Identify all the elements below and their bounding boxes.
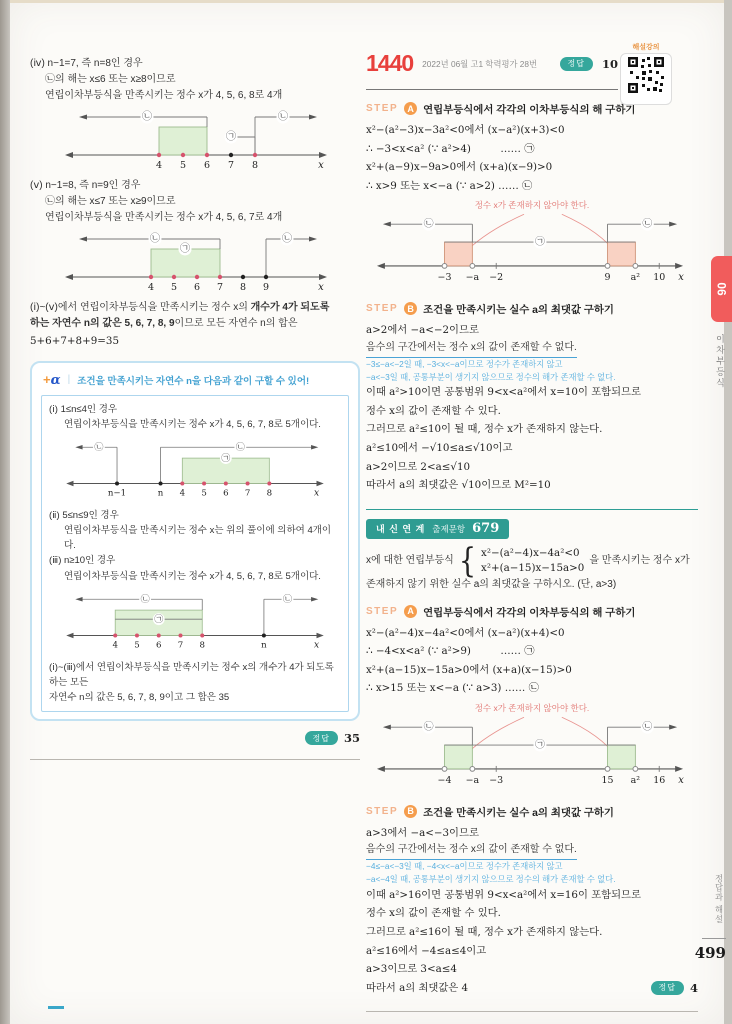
step-b-header: [366, 301, 698, 316]
figure-block: [366, 199, 698, 290]
math-line: x²−(a²−3)x−3a²<0에서 (x−a²)(x+3)<0: [366, 124, 565, 136]
bracket-glyph: ㉠: [534, 739, 545, 751]
bracket-glyph: ㉡: [150, 233, 160, 245]
tick-label: 8: [266, 488, 273, 499]
solution-line: 연립이차부등식을 만족시키는 정수 x가 4, 5, 6, 7, 8로 5개이다.: [64, 570, 321, 582]
problem-text: x에 대한 연립부등식: [366, 555, 454, 567]
math-line: x²+(a−9)x−9a>0에서 (x+a)(x−9)>0: [366, 161, 553, 174]
number-line-figure-alpha-i: [49, 435, 341, 503]
plus-alpha-header: [41, 370, 349, 395]
tick-label: 9: [604, 271, 611, 283]
bracket-glyph: ㉡: [423, 721, 434, 733]
margin-note: −3≤−a<−2일 때, −3<x<−a이므로 정수가 존재하지 않고: [366, 358, 563, 369]
chapter-title-vertical: 이차부등식: [715, 334, 725, 389]
figure-annotation: 정수 x가 존재하지 않아야 한다.: [474, 200, 590, 211]
tick-label: 4: [179, 488, 186, 499]
tick-label: 6: [223, 488, 229, 499]
math-line: 정수 x의 값이 존재할 수 있다.: [366, 404, 501, 417]
plus-alpha-title: 조건을 만족시키는 자연수 n을 다음과 같이 구할 수 있어!: [77, 375, 310, 387]
tick-label: 4: [147, 282, 155, 293]
lecture-label: 해설강의: [632, 44, 660, 51]
math-line: a²≤16에서 −4≤a≤4이고: [366, 944, 487, 957]
tick-label: −2: [489, 271, 504, 283]
math-line: x²+(a−15)x−15a>0: [481, 562, 585, 575]
tick-label: a²: [630, 271, 641, 283]
tick-label: 6: [193, 282, 201, 293]
axis-label: x: [313, 640, 320, 651]
left-column: [30, 56, 360, 760]
solution-line: 연립이차부등식을 만족시키는 정수 x가 4, 5, 6, 7로 4개: [45, 212, 283, 223]
excluded-region-box: [445, 745, 473, 769]
qr-code: [620, 53, 672, 105]
case-v-heading: (ⅴ) n−1=8, 즉 n=9인 경우: [30, 180, 141, 191]
tick-label: 16: [653, 774, 666, 786]
excluded-region-box: [608, 745, 636, 769]
tick-label: −a: [465, 271, 480, 283]
plus-alpha-content: [41, 395, 349, 713]
step-word: STEP: [366, 805, 399, 817]
brace: {: [458, 541, 477, 581]
margin-note: −a<−4일 때, 공통부분이 생기지 않으므로 정수의 해가 존재할 수 없다.: [366, 874, 616, 885]
number-line-figure-case-v: [30, 229, 360, 295]
math-line: a²≤10에서 −√10≤a≤√10이고: [366, 441, 513, 454]
math-line: 그러므로 a²≤10이 될 때, 정수 x가 존재하지 않는다.: [366, 423, 603, 436]
tick-label: 5: [134, 640, 140, 651]
tick-label: 15: [601, 774, 614, 786]
tick-label: 8: [251, 160, 259, 171]
answer-row: [30, 731, 360, 745]
math-line: 이때 a²>16이면 공통범위 9<x<a²에서 x=16이 포함되므로: [366, 888, 641, 901]
tick-label: 9: [262, 282, 270, 293]
scan-top-edge: [10, 0, 724, 3]
math-line: a>3에서 −a<−3이므로: [366, 826, 479, 839]
bracket-glyph: ㉠: [221, 453, 231, 464]
axis-label: x: [678, 774, 684, 786]
figure-block: [366, 702, 698, 793]
system-lines: [481, 546, 584, 577]
bracket-glyph: ㉡: [278, 111, 288, 123]
summary-line: 하는 자연수 n의 값은 5, 6, 7, 8, 9이므로 모든 자연수 n의 합은: [30, 318, 298, 329]
margin-note: −4≤−a<−3일 때, −4<x<−a이므로 정수가 존재하지 않고: [366, 861, 563, 872]
step-title: 연립부등식에서 각각의 이차부등식의 해 구하기: [423, 105, 636, 116]
tick-label: a²: [630, 774, 641, 786]
bracket-glyph: ㉡: [642, 721, 653, 733]
qr-block: [618, 42, 674, 105]
system-of-inequalities: [366, 541, 698, 581]
step-b-badge: B: [404, 805, 417, 818]
badge-text: 내 신 연 계: [376, 524, 426, 535]
step-word: STEP: [366, 103, 399, 114]
solution-line: 연립이차부등식을 만족시키는 정수 x가 4, 5, 6, 7, 8로 5개이다.: [64, 418, 321, 430]
figure-annotation: 정수 x가 존재하지 않아야 한다.: [474, 702, 590, 713]
math-line: 따라서 a의 최댓값은 √10이므로 M²=10: [366, 479, 551, 492]
problem-source: 2022년 06월 고1 학력평가 28번: [422, 58, 538, 69]
number-line-figure-problem2: [366, 717, 698, 793]
linked-problem-badge: [366, 519, 509, 539]
tick-label: 5: [179, 160, 187, 171]
section-divider: [366, 1011, 698, 1012]
tick-label: 5: [170, 282, 178, 293]
margin-note: −a<−3일 때, 공통부분이 생기지 않으므로 정수의 해가 존재할 수 없다.: [366, 371, 616, 382]
number-line-figure-case-iv: [30, 107, 360, 173]
answer-row: [651, 981, 698, 995]
tick-label: 7: [244, 488, 251, 499]
math-line: a>2에서 −a<−2이므로: [366, 324, 479, 337]
problem-header: [366, 44, 660, 90]
step-b-badge: B: [404, 302, 417, 315]
math-line: ∴ x>15 또는 x<−a (∵ a>3) …… ㉡: [366, 682, 539, 695]
step-a-badge: A: [404, 102, 417, 115]
chapter-tab: [711, 256, 732, 322]
emphasized-line: 음수의 구간에서는 정수 x의 값이 존재할 수 없다.: [366, 842, 698, 860]
alpha-case-heading: (ⅰ) 1≤n≤4인 경우: [49, 403, 118, 415]
step-title: 조건을 만족시키는 실수 a의 최댓값 구하기: [423, 305, 614, 317]
problem-text: 존재하지 않기 위한 실수 a의 최댓값을 구하시오. (단, a>3): [366, 578, 617, 590]
math-line: ∴ −3<x<a² (∵ a²>4) …… ㉠: [366, 142, 535, 155]
number-line-svg: [59, 587, 331, 655]
bracket-glyph: ㉡: [142, 111, 152, 123]
tick-label: n−1: [107, 488, 127, 499]
divider: |: [67, 374, 71, 386]
bracket-glyph: ㉡: [94, 442, 104, 453]
math-line: x²+(a−15)x−15a>0에서 (x+a)(x−15)>0: [366, 663, 572, 676]
tick-label: 7: [227, 160, 235, 171]
footer-accent-mark: [48, 1006, 64, 1009]
step-word: STEP: [366, 303, 399, 315]
solution-line: 연립이차부등식을 만족시키는 정수 x는 위의 풀이에 의하여 4개이다.: [64, 525, 332, 552]
number-line-figure-problem1: [366, 214, 698, 290]
solution-region-box: [159, 127, 207, 155]
answer-value: 35: [343, 731, 360, 746]
tick-label: 8: [239, 282, 247, 293]
plus-alpha-box: [30, 361, 360, 722]
bracket-glyph: ㉠: [226, 131, 236, 143]
step-title: 조건을 만족시키는 실수 a의 최댓값 구하기: [423, 807, 614, 819]
scan-edge-shadow: [0, 0, 10, 1024]
bracket-glyph: ㉡: [282, 594, 293, 605]
math-line: 정수 x의 값이 존재할 수 있다.: [366, 907, 501, 920]
answer-badge: 정답: [560, 57, 593, 71]
alpha-conclusion: 자연수 n의 값은 5, 6, 7, 8, 9이고 그 합은 35: [49, 692, 230, 704]
case-iv-heading: (ⅳ) n−1=7, 즉 n=8인 경우: [30, 58, 143, 69]
bracket-glyph: ㉠: [534, 236, 545, 248]
tick-label: 5: [201, 488, 207, 499]
summary-equation: 5+6+7+8+9=35: [30, 335, 119, 347]
axis-label: x: [678, 271, 684, 283]
alpha-case-heading: (ⅱ) 5≤n≤9인 경우: [49, 509, 119, 521]
problem-text: 을 만족시키는 정수 x가: [589, 555, 690, 567]
book-section-vertical: 정답과 해설: [714, 874, 724, 924]
math-line: a>3이므로 3<a≤4: [366, 963, 457, 976]
tick-label: 6: [203, 160, 211, 171]
bracket-glyph: ㉠: [180, 243, 190, 255]
footer-divider: [702, 938, 726, 939]
answer-value: 10: [601, 56, 618, 71]
bracket-glyph: ㉡: [642, 218, 653, 230]
step-a2-header: [366, 604, 698, 619]
alpha-case-heading: (ⅲ) n≥10인 경우: [49, 555, 116, 567]
math-line: 따라서 a의 최댓값은 4: [366, 981, 469, 994]
final-answer-row: [366, 979, 698, 998]
emphasized-line: 음수의 구간에서는 정수 x의 값이 존재할 수 없다.: [366, 340, 698, 358]
tick-label: 10: [653, 271, 666, 283]
bracket-glyph: ㉡: [140, 594, 150, 605]
math-line: 이때 a²>10이면 공통범위 9<x<a²에서 x=10이 포함되므로: [366, 386, 641, 399]
bracket-glyph: ㉡: [423, 218, 434, 230]
section-divider: [30, 759, 360, 760]
answer-badge: 정답: [651, 981, 684, 995]
answer-value: 4: [689, 980, 698, 995]
linked-problem-section: [366, 509, 698, 593]
tick-label: 7: [177, 640, 184, 651]
solution-line: 연립이차부등식을 만족시키는 정수 x가 4, 5, 6, 8로 4개: [45, 90, 283, 101]
bracket-glyph: ㉡: [235, 442, 245, 453]
tick-label: n: [261, 640, 267, 651]
tick-label: −4: [437, 774, 452, 786]
number-line-figure-alpha-iii: [49, 587, 341, 655]
tick-label: −a: [465, 774, 480, 786]
solution-line: ㉡의 해는 x≤6 또는 x≥8이므로: [45, 74, 176, 85]
step-a-badge: A: [404, 605, 417, 618]
number-line-svg: [55, 107, 335, 173]
tick-label: 4: [155, 160, 163, 171]
tick-label: 8: [199, 640, 205, 651]
bracket-glyph: ㉡: [282, 233, 292, 245]
math-line: x²−(a²−4)x−4a²<0: [481, 546, 580, 559]
math-line: a>2이므로 2<a≤√10: [366, 460, 471, 473]
math-line: 그러므로 a²≤16이 될 때, 정수 x가 존재하지 않는다.: [366, 926, 603, 938]
qr-pattern: [628, 57, 664, 93]
linked-problem-number: 679: [472, 521, 500, 537]
math-line: ∴ −4<x<a² (∵ a²>9) …… ㉠: [366, 645, 535, 658]
alpha-conclusion: (ⅰ)~(ⅲ)에서 연립이차부등식을 만족시키는 정수 x의 개수가 4가 되도록 하는 모든: [49, 661, 334, 689]
page-number: 499: [694, 944, 726, 962]
tick-label: 4: [112, 640, 118, 651]
tick-label: 7: [216, 282, 224, 293]
step-b2-header: [366, 804, 698, 819]
excluded-region-box: [608, 242, 636, 266]
number-line-svg: [367, 214, 697, 290]
axis-label: x: [318, 282, 324, 293]
plus-alpha-icon: +α: [43, 371, 61, 388]
step-title: 연립부등식에서 각각의 이차부등식의 해 구하기: [423, 607, 636, 619]
number-line-svg: [59, 435, 331, 503]
number-line-svg: [367, 717, 697, 793]
solution-line: ㉡의 해는 x≤7 또는 x≥9이므로: [45, 196, 176, 207]
tick-label: n: [157, 488, 164, 499]
tick-label: 6: [155, 640, 162, 651]
answer-badge: 정답: [305, 731, 338, 745]
tick-label: −3: [437, 271, 452, 283]
number-line-svg: [55, 229, 335, 295]
axis-label: x: [318, 160, 324, 171]
step-word: STEP: [366, 605, 399, 617]
excluded-region-box: [445, 242, 473, 266]
bracket-glyph: ㉠: [154, 614, 164, 625]
chapter-number: 06: [714, 282, 729, 296]
summary-line: (ⅰ)~(ⅴ)에서 연립이차부등식을 만족시키는 정수 x의 개수가 4가 되도록: [30, 302, 330, 313]
tick-label: −3: [489, 774, 504, 786]
axis-label: x: [313, 488, 320, 499]
math-line: x²−(a²−4)x−4a²<0에서 (x−a²)(x+4)<0: [366, 626, 565, 639]
math-line: ∴ x>9 또는 x<−a (∵ a>2) …… ㉡: [366, 179, 533, 192]
right-column: [366, 44, 698, 1012]
badge-text: 출제문항: [432, 523, 466, 534]
problem-number: 1440: [366, 50, 414, 76]
